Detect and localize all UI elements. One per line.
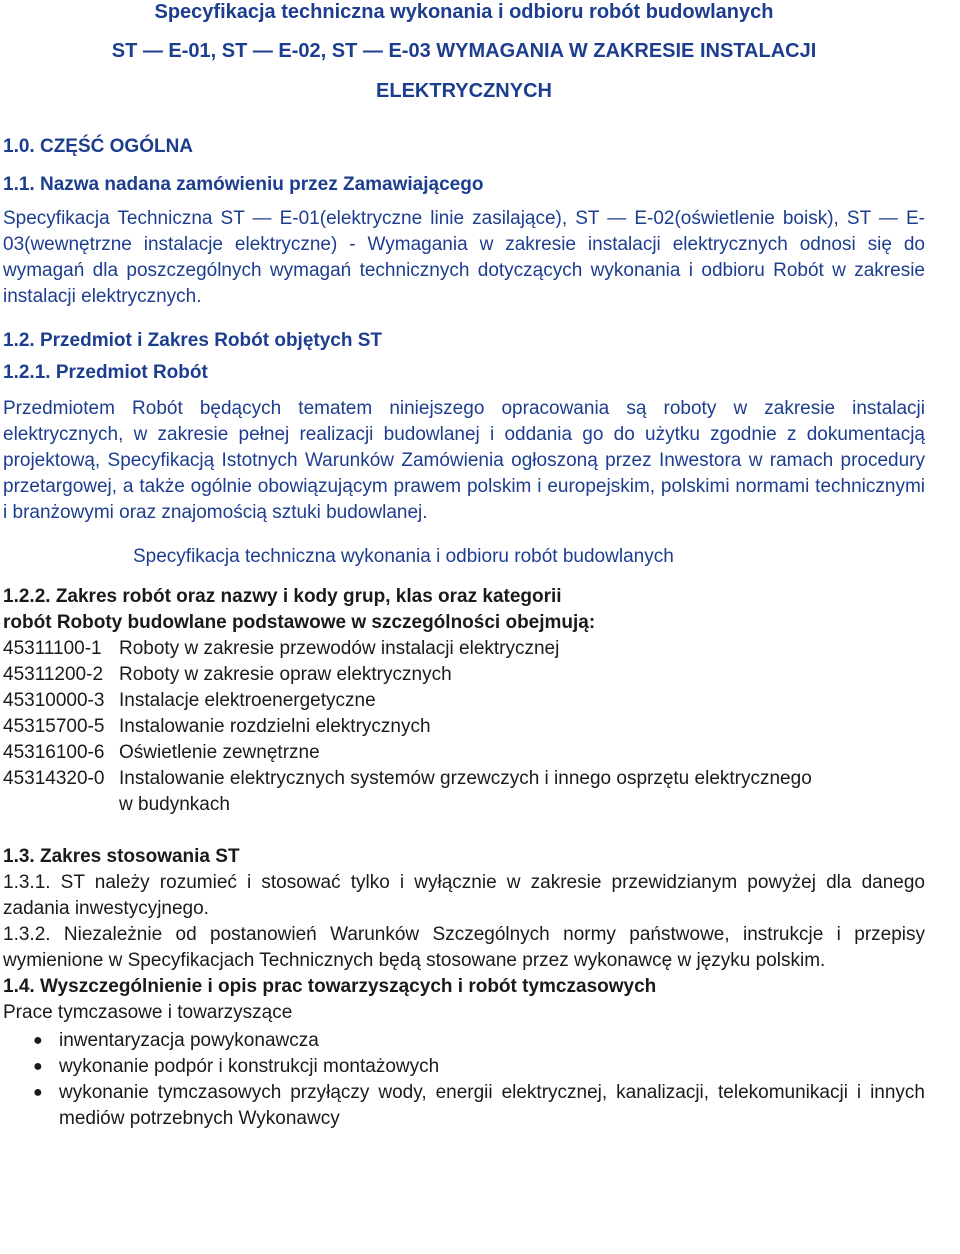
- section-1-2-heading: 1.2. Przedmiot i Zakres Robót objętych ST: [3, 330, 383, 351]
- cpv-code: 45316100-6: [3, 742, 105, 763]
- cpv-code: 45311200-2: [3, 664, 104, 685]
- cpv-description: Instalowanie elektrycznych systemów grzewczych i innego osprzętu elektrycznego: [119, 768, 812, 789]
- list-item: [3, 1080, 925, 1132]
- section-1-3-heading: 1.3. Zakres stosowania ST: [3, 846, 240, 867]
- section-1-4-intro: Prace tymczasowe i towarzyszące: [3, 1002, 293, 1023]
- header-line-1: Specyfikacja techniczna wykonania i odbioru robót budowlanych: [154, 1, 774, 23]
- list-item-text: wykonanie podpór i konstrukcji montażowych: [59, 1056, 440, 1077]
- list-item-text: wykonanie tymczasowych przyłączy wody, energii elektrycznej, kanalizacji, telekomunikacji i innych mediów potrzebnych Wykonawcy: [59, 1082, 925, 1129]
- bullet-icon: ●: [33, 1058, 43, 1075]
- bullet-icon: ●: [33, 1032, 43, 1049]
- list-item: [3, 1028, 925, 1054]
- code-row: [3, 740, 925, 766]
- cpv-description-continuation: w budynkach: [119, 794, 230, 815]
- section-1-2-2-heading-line-2: robót Roboty budowlane podstawowe w szczególności obejmują:: [3, 612, 596, 633]
- section-1-3-1-body: 1.3.1. ST należy rozumieć i stosować tylko i wyłącznie w zakresie przewidzianym powyżej dla danego zadania inwestycyjnego.: [3, 872, 925, 919]
- header-line-2: ST — E-01, ST — E-02, ST — E-03 WYMAGANIA W ZAKRESIE INSTALACJI: [111, 40, 817, 62]
- section-1-2-2-heading-line-1: 1.2.2. Zakres robót oraz nazwy i kody grup, klas oraz kategorii: [3, 586, 562, 607]
- list-item: [3, 1054, 925, 1080]
- section-1-0-heading: 1.0. CZĘŚĆ OGÓLNA: [3, 136, 194, 157]
- section-1-2-1-body: Przedmiotem Robót będących tematem niniejszego opracowania są roboty w zakresie instalacji elektrycznych, w zakresie pełnej realizacji budowlanej i oddania go do użytku zgodnie z dokumentacją projektową, Specyfikacją Istotnych Warunków Zamówienia ogłoszoną przez Inwestora w ramach procedury przetargowej, a także ogólnie obowiązującym prawem polskim i europejskim, polskimi normami technicznymi i branżowymi oraz znajomością sztuki budowlanej.: [3, 398, 925, 523]
- section-1-2-1-heading: 1.2.1. Przedmiot Robót: [3, 362, 208, 383]
- running-header: Specyfikacja techniczna wykonania i odbioru robót budowlanych: [133, 546, 674, 567]
- code-row: [3, 636, 925, 662]
- cpv-description: Instalowanie rozdzielni elektrycznych: [119, 716, 431, 737]
- cpv-code: 45315700-5: [3, 716, 105, 737]
- cpv-description: Oświetlenie zewnętrzne: [119, 742, 320, 763]
- code-row: [3, 766, 925, 792]
- code-row: [3, 714, 925, 740]
- cpv-description: Roboty w zakresie opraw elektrycznych: [119, 664, 452, 685]
- header-line-3: ELEKTRYCZNYCH: [376, 80, 552, 102]
- document-header: [3, 0, 925, 104]
- section-1-1-heading: 1.1. Nazwa nadana zamówieniu przez Zamawiającego: [3, 174, 484, 195]
- list-item-text: inwentaryzacja powykonawcza: [59, 1030, 319, 1051]
- bullet-list: [3, 1028, 925, 1132]
- section-1-4-heading: 1.4. Wyszczególnienie i opis prac towarzyszących i robót tymczasowych: [3, 976, 657, 997]
- cpv-description: Roboty w zakresie przewodów instalacji elektrycznej: [119, 638, 560, 659]
- cpv-code: 45310000-3: [3, 690, 105, 711]
- cpv-code: 45311100-1: [3, 638, 102, 659]
- section-1-1-body: Specyfikacja Techniczna ST — E-01(elektryczne linie zasilające), ST — E-02(oświetlenie boisk), ST — E-03(wewnętrzne instalacje elektryczne) - Wymagania w zakresie instalacji elektrycznych odnosi się do wymagań dla poszczególnych wymagań technicznych dotyczących wykonania i odbioru Robót w zakresie instalacji elektrycznych.: [3, 208, 925, 307]
- cpv-code: 45314320-0: [3, 768, 105, 789]
- cpv-description: Instalacje elektroenergetyczne: [119, 690, 376, 711]
- code-row: [3, 688, 925, 714]
- code-row: [3, 662, 925, 688]
- code-row-continuation: [3, 792, 925, 818]
- code-list: [3, 636, 925, 818]
- section-1-3-2-body: 1.3.2. Niezależnie od postanowień Warunków Szczególnych normy państwowe, instrukcje i przepisy wymienione w Specyfikacjach Technicznych będą stosowane przez wykonawcę w języku polskim.: [3, 924, 925, 971]
- document-page: [3, 0, 925, 1132]
- bullet-icon: ●: [33, 1084, 43, 1101]
